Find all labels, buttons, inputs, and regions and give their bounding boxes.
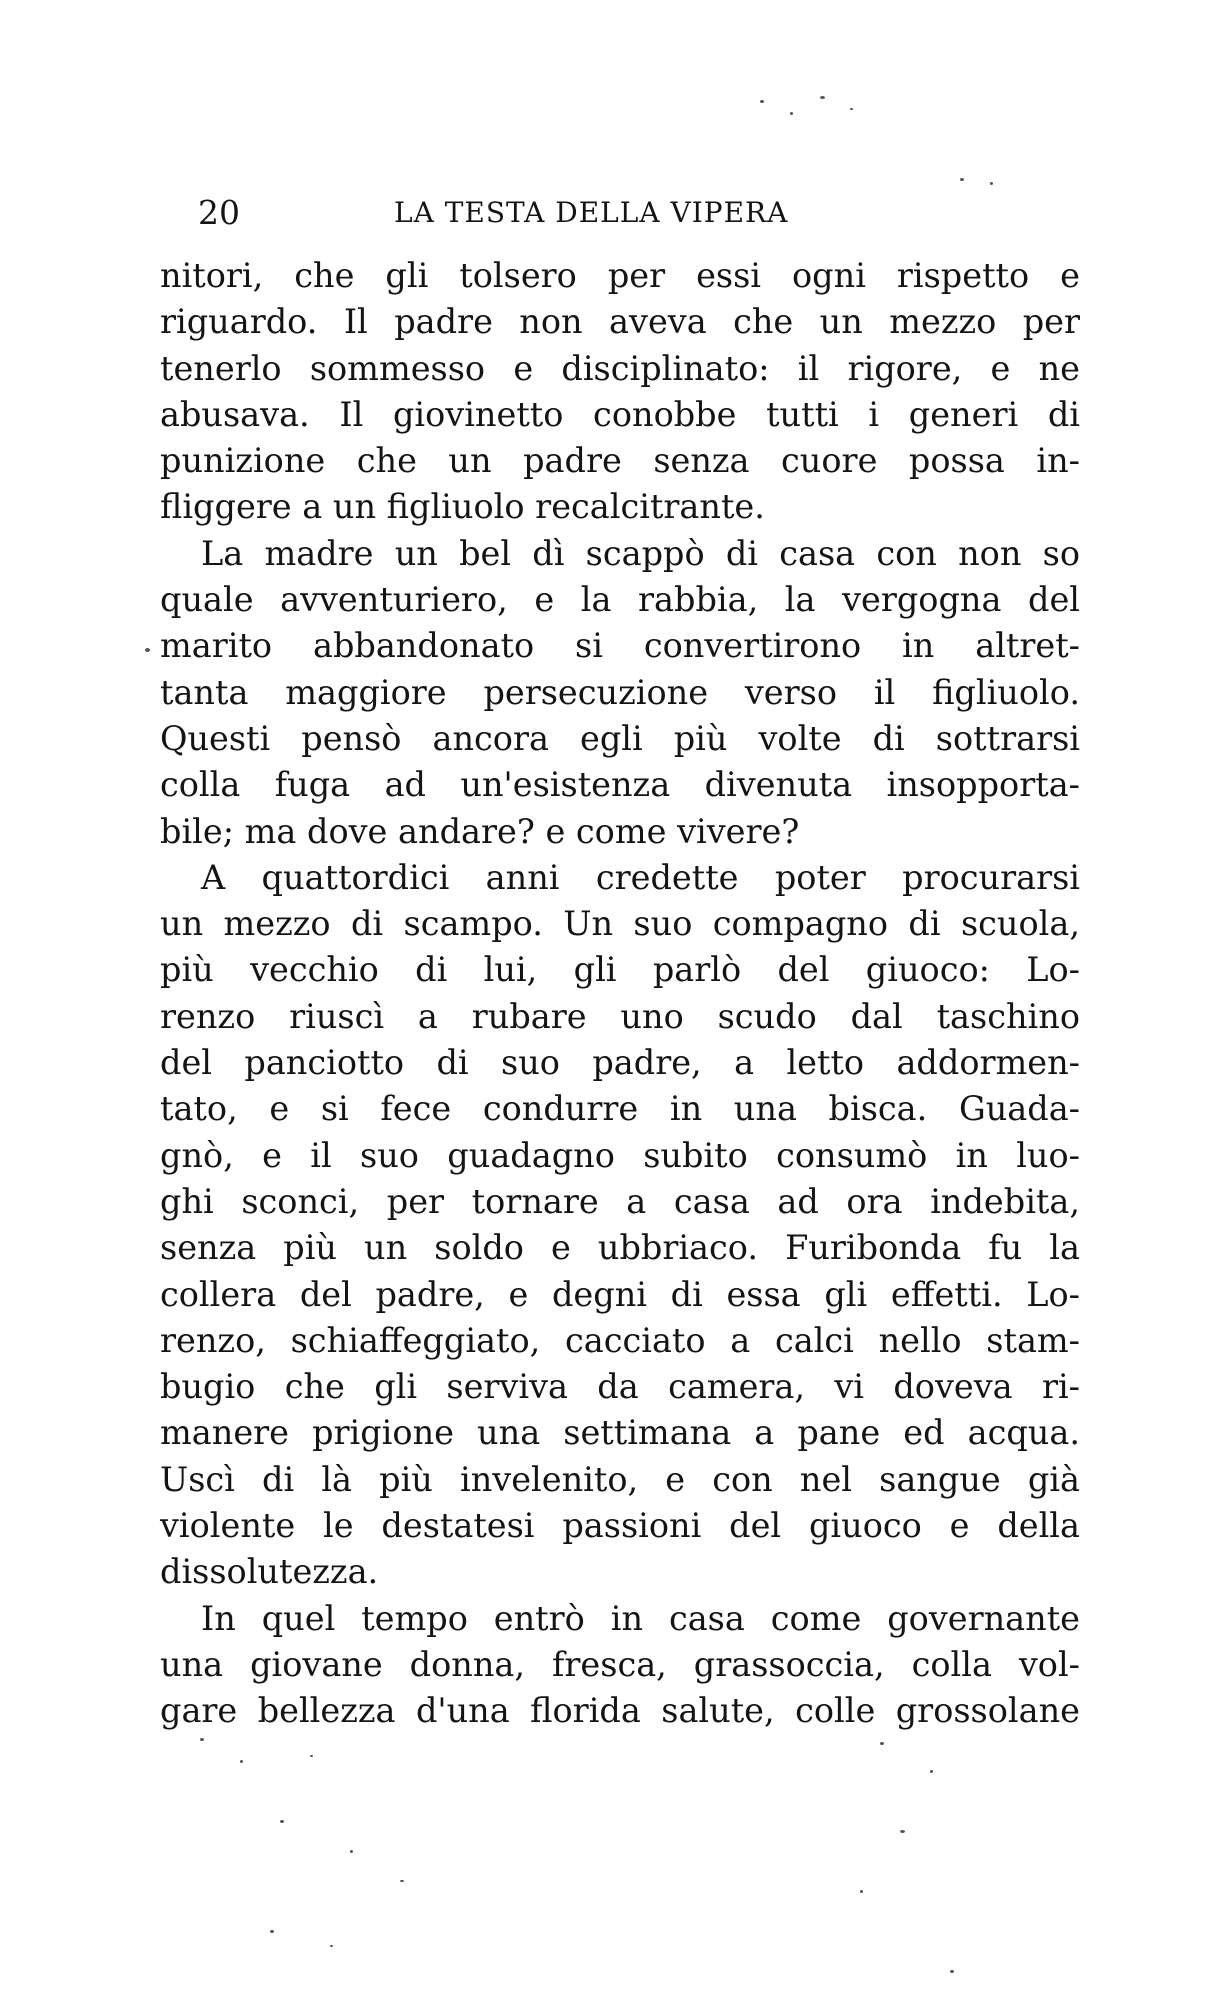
text-line: abusava. Il giovinetto conobbe tutti i generi di (160, 394, 1080, 434)
text-line: marito abbandonato si convertirono in altret- (160, 626, 1080, 666)
speck (330, 1945, 333, 1947)
text-line: Uscì di là più invelenito, e con nel sangue già (160, 1459, 1080, 1499)
text-line: gare bellezza d'una florida salute, colle grossolane (160, 1691, 1080, 1731)
speck (930, 1770, 933, 1773)
speck (790, 112, 793, 115)
page-header (198, 188, 1078, 238)
text-line: nitori, che gli tolsero per essi ogni rispetto e (160, 256, 1080, 295)
speck (200, 1738, 204, 1741)
text-line: collera del padre, e degni di essa gli effetti. Lo- (160, 1274, 1080, 1314)
speck (270, 1930, 274, 1933)
text-line: dissolutezza. (160, 1552, 379, 1592)
speck (820, 96, 825, 99)
text-line: tato, e si fece condurre in una bisca. Guada- (160, 1089, 1080, 1129)
text-line: tanta maggiore persecuzione verso il figliuolo. (160, 672, 1080, 712)
text-line: fliggere a un figliuolo recalcitrante. (160, 487, 765, 527)
speck (900, 1830, 905, 1833)
speck (960, 178, 964, 181)
running-title: LA TESTA DELLA VIPERA (394, 196, 789, 229)
text-line: renzo, schiaffeggiato, cacciato a calci nello stam- (160, 1320, 1080, 1360)
text-line: violente le destatesi passioni del giuoco e della (160, 1506, 1080, 1546)
text-line: tenerlo sommesso e disciplinato: il rigore, e ne (160, 348, 1080, 388)
speck (400, 1880, 404, 1882)
body-text (160, 253, 1080, 1735)
text-line: colla fuga ad un'esistenza divenuta insopporta- (160, 765, 1080, 805)
text-line: quale avventuriero, e la rabbia, la vergogna del (160, 580, 1080, 620)
speck (880, 1742, 884, 1745)
text-line: un mezzo di scampo. Un suo compagno di scuola, (160, 904, 1080, 944)
speck (850, 108, 853, 110)
text-line: bugio che gli serviva da camera, vi doveva ri- (160, 1367, 1080, 1407)
text-line: più vecchio di lui, gli parlò del giuoco: Lo- (160, 950, 1080, 990)
speck (240, 1760, 243, 1763)
text-line: del panciotto di suo padre, a letto addormen- (160, 1043, 1080, 1083)
speck (950, 1970, 954, 1973)
speck (145, 648, 150, 652)
paragraph-start-line: In quel tempo entrò in casa come governante (201, 1598, 1080, 1638)
text-line: Questi pensò ancora egli più volte di sottrarsi (160, 718, 1080, 758)
page-number: 20 (198, 193, 240, 232)
speck (350, 1850, 353, 1853)
speck (990, 182, 993, 185)
text-line: punizione che un padre senza cuore possa in- (160, 441, 1080, 481)
paragraph-start-line: La madre un bel dì scappò di casa con non so (201, 533, 1080, 573)
text-line: una giovane donna, fresca, grassoccia, colla vol- (160, 1644, 1080, 1684)
speck (860, 1890, 863, 1893)
speck (760, 100, 764, 103)
speck (280, 1820, 284, 1823)
text-line: gnò, e il suo guadagno subito consumò in luo- (160, 1135, 1080, 1175)
text-line: senza più un soldo e ubbriaco. Furibonda fu la (160, 1228, 1080, 1268)
text-line: manere prigione una settimana a pane ed acqua. (160, 1413, 1080, 1453)
paragraph-start-line: A quattordici anni credette poter procurarsi (201, 857, 1080, 897)
text-line: ghi sconci, per tornare a casa ad ora indebita, (160, 1181, 1080, 1221)
text-line: riguardo. Il padre non aveva che un mezzo per (160, 302, 1080, 342)
speck (310, 1755, 313, 1757)
text-line: renzo riuscì a rubare uno scudo dal taschino (160, 996, 1080, 1036)
text-line: bile; ma dove andare? e come vivere? (160, 811, 800, 851)
